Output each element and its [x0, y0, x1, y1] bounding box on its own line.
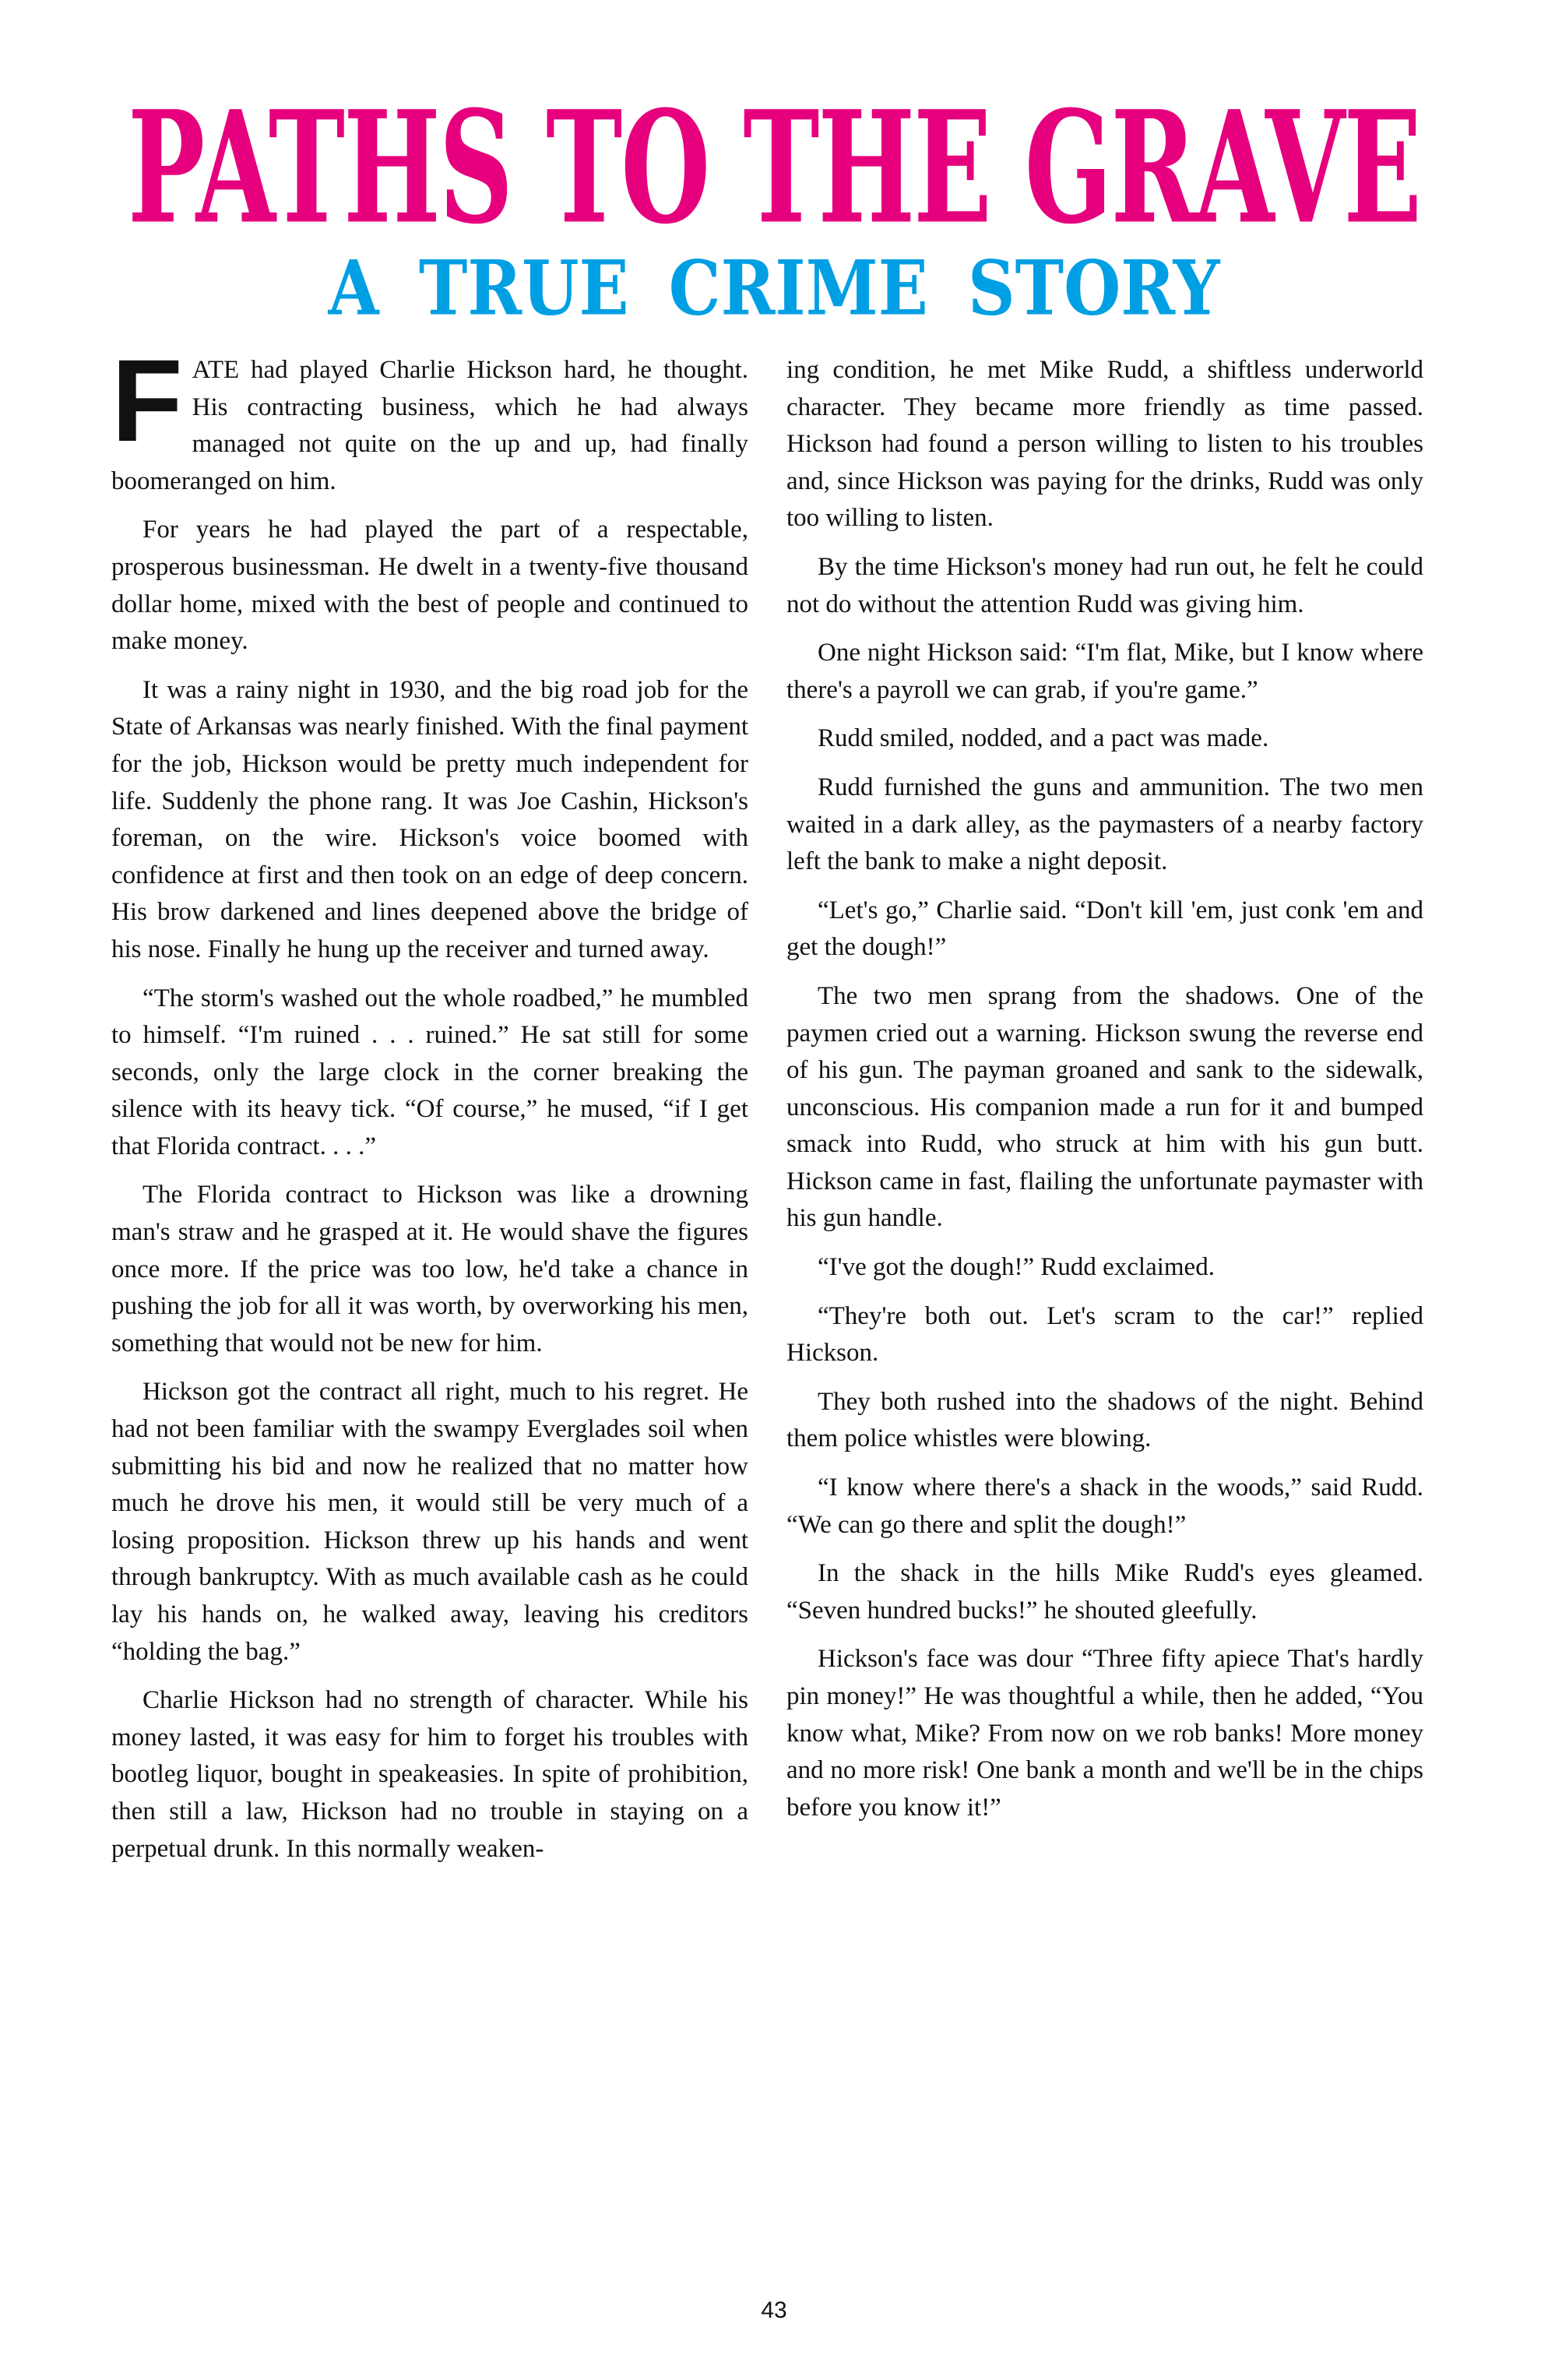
- paragraph: [111, 335, 748, 500]
- paragraph: “I know where there's a shack in the woods,” said Rudd. “We can go there and split the dough!”: [786, 1473, 1423, 1539]
- story-title: PATHS TO THE GRAVE: [127, 78, 1421, 259]
- paragraph: ing condition, he met Mike Rudd, a shiftless underworld character. They became more friendly as time passed. Hickson had found a person willing to listen to his troubles and, since Hickson was paying for the drinks, Rudd was only too willing to listen.: [786, 356, 1423, 533]
- page-number: 43: [761, 2297, 787, 2323]
- text-column-left: [111, 335, 748, 1879]
- paragraph: The Florida contract to Hickson was like a drowning man's straw and he grasped at it. He would shave the figures once more. If the price was too low, he'd take a chance in pushing the job for all it was worth, by overworking his men, something that would not be new for him.: [111, 1181, 748, 1357]
- paragraph: Hickson got the contract all right, much to his regret. He had not been familiar with the swampy Everglades soil when submitting his bid and now he realized that no matter how much he drove his men, it would still be very much of a losing proposition. Hickson threw up his hands and went through bankruptcy. With as much available cash as he could lay his hands on, he walked away, leaving his creditors “holding the bag.”: [111, 1378, 748, 1666]
- paragraph: It was a rainy night in 1930, and the big road job for the State of Arkansas was nearly finished. With the final payment for the job, Hickson would be pretty much independent for life. Suddenly the phone rang. It was Joe Cashin, Hickson's foreman, on the wire. Hickson's voice boomed with confidence at first and then took on an edge of deep concern. His brow darkened and lines deepened above the bridge of his nose. Finally he hung up the receiver and turned away.: [111, 675, 748, 963]
- paragraph: For years he had played the part of a respectable, prosperous businessman. He dwelt in a twenty-five thousand dollar home, mixed with the best of people and continued to make money.: [111, 516, 748, 656]
- paragraph: Rudd smiled, nodded, and a pact was made.: [818, 724, 1269, 753]
- text-column-right: [786, 352, 1423, 1838]
- paragraph: “I've got the dough!” Rudd exclaimed.: [818, 1253, 1215, 1282]
- paragraph: Rudd furnished the guns and ammunition. The two men waited in a dark alley, as the paymasters of a nearby factory left the bank to make a night deposit.: [786, 773, 1423, 876]
- paragraph: In the shack in the hills Mike Rudd's eyes gleamed. “Seven hundred bucks!” he shouted gleefully.: [786, 1559, 1423, 1625]
- paragraph: “The storm's washed out the whole roadbed,” he mumbled to himself. “I'm ruined . . . ruined.” He sat still for some seconds, only the large clock in the corner breaking the silence with its heavy tick. “Of course,” he mused, “if I get that Florida contract. . . .”: [111, 984, 748, 1160]
- paragraph: Hickson's face was dour “Three fifty apiece That's hardly pin money!” He was thoughtful a while, then he added, “You know what, Mike? From now on we rob banks! More money and no more risk! One bank a month and we'll be in the chips before you know it!”: [786, 1645, 1423, 1822]
- paragraph: One night Hickson said: “I'm flat, Mike, but I know where there's a payroll we can grab, if you're game.”: [786, 639, 1423, 704]
- paragraph: They both rushed into the shadows of the night. Behind them police whistles were blowing.: [786, 1387, 1423, 1453]
- paragraph: “They're both out. Let's scram to the car!” replied Hickson.: [786, 1301, 1423, 1368]
- paragraph: “Let's go,” Charlie said. “Don't kill 'em, just conk 'em and get the dough!”: [786, 896, 1423, 962]
- paragraph-text: ATE had played Charlie Hickson hard, he thought. His contracting business, which he had always managed not quite on the up and up, had finally boomeranged on him.: [111, 356, 748, 495]
- paragraph: The two men sprang from the shadows. One of the paymen cried out a warning. Hickson swung the reverse end of his gun. The payman groaned and sank to the sidewalk, unconscious. His companion made a run for it and bumped smack into Rudd, who struck at him with his gun butt. Hickson came in fast, flailing the unfortunate paymaster with his gun handle.: [786, 981, 1423, 1233]
- story-subtitle: A TRUE CRIME STORY: [328, 243, 1220, 333]
- paragraph: Charlie Hickson had no strength of character. While his money lasted, it was easy for him to forget his troubles with bootleg liquor, bought in speakeasies. In spite of prohibition, then still a law, Hickson had no trouble in staying on a perpetual drunk. In this normally weaken-: [111, 1686, 748, 1863]
- paragraph: By the time Hickson's money had run out, he felt he could not do without the attention Rudd was giving him.: [786, 552, 1423, 618]
- drop-cap: F: [111, 335, 183, 466]
